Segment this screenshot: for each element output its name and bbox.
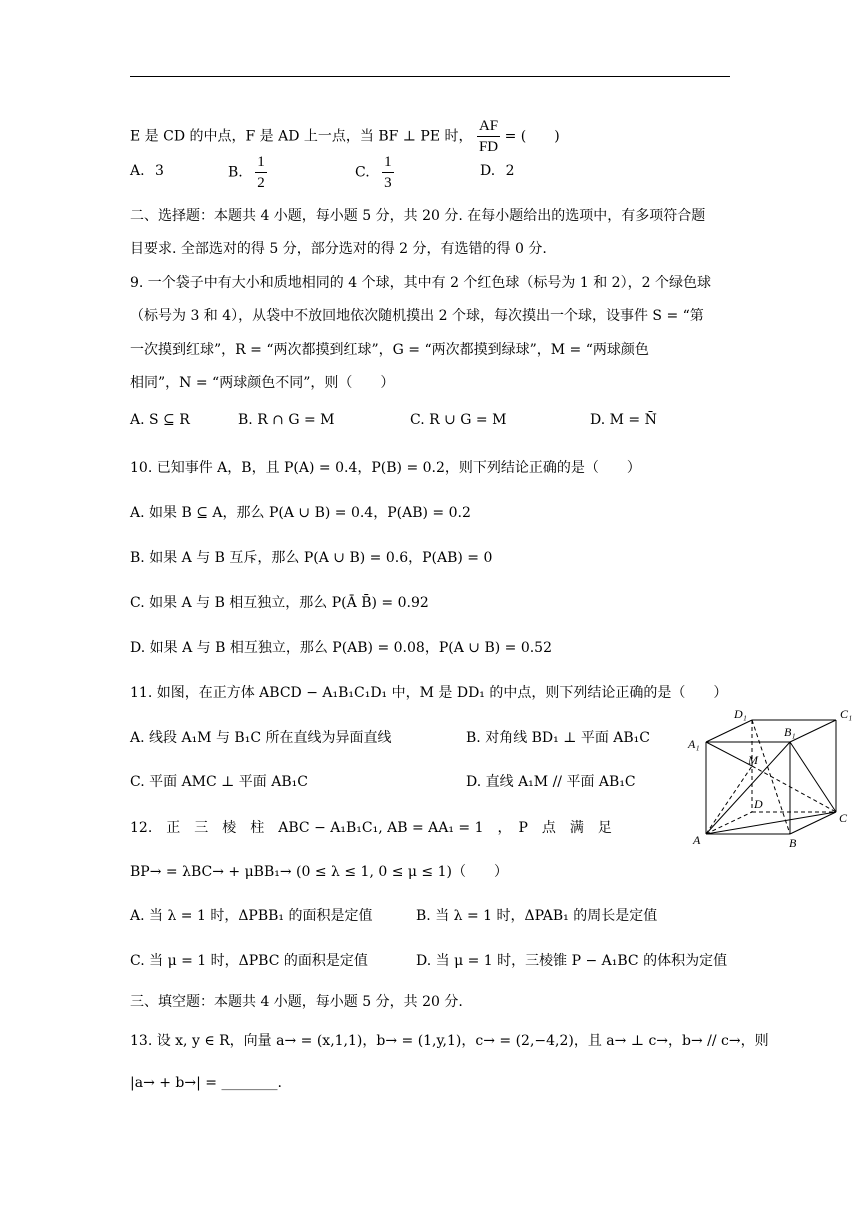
q9-line4: 相同”，N = “两球颜色不同”，则（ ） (130, 375, 395, 391)
option-fraction (255, 152, 267, 193)
fraction-numerator: 1 (382, 152, 394, 173)
label-d: D (754, 797, 763, 811)
q9-line3: 一次摸到红球”，R = “两次都摸到红球”，G = “两次都摸到绿球”，M = “两球颜色 (130, 342, 649, 358)
label-b: B (789, 836, 797, 850)
q13-line1: 13. 设 x, y ∈ R，向量 a→ = (x,1,1)，b→ = (1,y,1)，c→ = (2,−4,2)，且 a→ ⊥ c→，b→ // c→，则 (130, 1033, 769, 1049)
section2-line2: 目要求. 全部选对的得 5 分，部分选对的得 2 分，有选错的得 0 分. (130, 241, 547, 257)
q13-line2: |a→ + b→| = ________. (130, 1075, 282, 1091)
fraction-denominator: 2 (257, 175, 265, 191)
prev-option-a (130, 163, 164, 179)
q9-option-b: B. R ∩ G = M (238, 412, 335, 428)
section2-line1: 二、选择题：本题共 4 小题，每小题 5 分，共 20 分. 在每小题给出的选项中，有多项符合题 (130, 208, 706, 224)
option-value: 3 (155, 163, 164, 179)
label-d1: D₁ (734, 707, 747, 721)
option-label: C. (355, 164, 370, 181)
option-value: 2 (505, 163, 515, 179)
q9-line2: （标号为 3 和 4），从袋中不放回地依次随机摸出 2 个球，每次摸出一个球，设事件 S = “第 (130, 308, 704, 324)
option-label: B. (228, 164, 243, 181)
q12-stem-line1: 12. 正 三 棱 柱 ABC − A₁B₁C₁, AB = AA₁ = 1 ， P 点 满 足 (130, 820, 612, 836)
prev-question-stem (130, 116, 560, 157)
q10-option-d: D. 如果 A 与 B 相互独立，那么 P(AB) = 0.08，P(A ∪ B) = 0.52 (130, 640, 552, 656)
prev-question-tail: = ( ) (504, 128, 560, 145)
q9-option-c: C. R ∪ G = M (410, 412, 507, 428)
fraction-numerator: 1 (255, 152, 267, 173)
section3-heading: 三、填空题：本题共 4 小题，每小题 5 分，共 20 分. (130, 994, 463, 1010)
label-b1: B₁ (784, 725, 796, 739)
label-c1: C₁ (840, 707, 853, 721)
option-label: A. (130, 163, 145, 179)
q12-option-b: B. 当 λ = 1 时，ΔPAB₁ 的周长是定值 (416, 908, 658, 924)
fraction-numerator: AF (477, 116, 500, 137)
prev-option-c (355, 152, 394, 193)
fraction-denominator: FD (478, 139, 499, 155)
q11-option-a: A. 线段 A₁M 与 B₁C 所在直线为异面直线 (130, 730, 392, 746)
q9-option-d: D. M = N̄ (590, 412, 657, 428)
q11-option-d: D. 直线 A₁M // 平面 AB₁C (466, 774, 636, 790)
label-a: A (693, 833, 701, 847)
fraction-denominator: 3 (384, 175, 392, 191)
q10-option-b: B. 如果 A 与 B 互斥，那么 P(A ∪ B) = 0.6，P(AB) = 0 (130, 550, 493, 566)
q10-stem: 10. 已知事件 A，B，且 P(A) = 0.4，P(B) = 0.2，则下列结论正确的是（ ） (130, 460, 641, 476)
label-m: M (748, 753, 758, 767)
q12-option-c: C. 当 μ = 1 时，ΔPBC 的面积是定值 (130, 953, 368, 969)
option-fraction (382, 152, 394, 193)
prev-option-d (480, 163, 515, 179)
fraction-af-fd (477, 116, 500, 157)
cube-figure (686, 706, 858, 854)
prev-question-text: E 是 CD 的中点，F 是 AD 上一点，当 BF ⊥ PE 时， (130, 128, 473, 145)
q11-stem: 11. 如图，在正方体 ABCD − A₁B₁C₁D₁ 中，M 是 DD₁ 的中点，则下列结论正确的是（ ） (130, 685, 728, 701)
q10-option-a: A. 如果 B ⊆ A，那么 P(A ∪ B) = 0.4，P(AB) = 0.2 (130, 505, 471, 521)
q12-option-a: A. 当 λ = 1 时，ΔPBB₁ 的面积是定值 (130, 908, 373, 924)
label-a1: A₁ (688, 737, 700, 751)
q10-option-c: C. 如果 A 与 B 相互独立，那么 P(Ā B̄) = 0.92 (130, 595, 429, 611)
q9-line1: 9. 一个袋子中有大小和质地相同的 4 个球，其中有 2 个红色球（标号为 1 和 2），2 个绿色球 (130, 275, 711, 291)
q11-option-b: B. 对角线 BD₁ ⊥ 平面 AB₁C (466, 730, 651, 746)
option-label: D. (480, 163, 496, 179)
q12-option-d: D. 当 μ = 1 时，三棱锥 P − A₁BC 的体积为定值 (416, 953, 728, 969)
prev-option-b (228, 152, 267, 193)
q11-option-c: C. 平面 AMC ⊥ 平面 AB₁C (130, 774, 308, 790)
q9-option-a: A. S ⊆ R (130, 412, 190, 428)
q12-stem-line2: BP→ = λBC→ + μBB₁→ (0 ≤ λ ≤ 1, 0 ≤ μ ≤ 1)（ ） (130, 864, 508, 880)
label-c: C (839, 811, 848, 825)
header-rule (130, 76, 730, 77)
